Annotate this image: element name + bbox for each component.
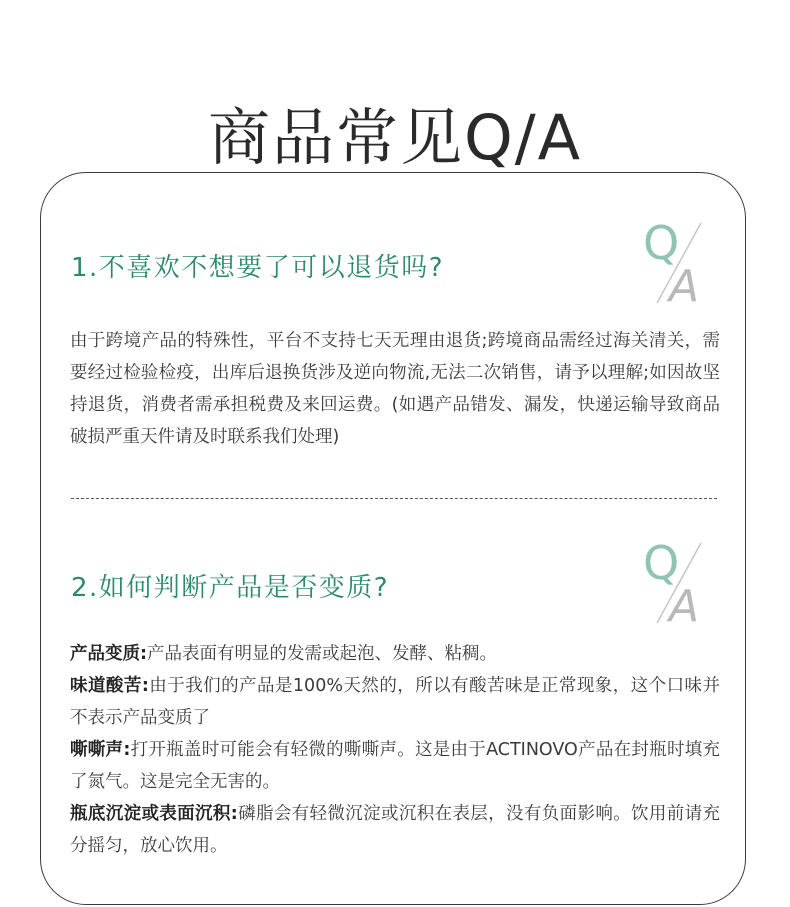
answer-2-list [70, 638, 720, 862]
answer-item-hiss [70, 734, 720, 798]
section-divider [71, 498, 717, 499]
logo-a-letter: A [669, 581, 700, 625]
answer-item-text: 磷脂会有轻微沉淀或沉积在表层，没有负面影响。饮用前请充分摇匀，放心饮用。 [70, 804, 720, 856]
answer-item-label: 瓶底沉淀或表面沉积: [70, 804, 238, 824]
logo-q-letter: Q [643, 216, 680, 270]
faq-card [40, 172, 746, 905]
answer-item-label: 味道酸苦: [70, 676, 149, 696]
answer-item-text: 打开瓶盖时可能会有轻微的嘶嘶声。这是由于ACTINOVO产品在封瓶时填充了氮气。这是完全无害的。 [70, 740, 720, 792]
qa-logo-icon [639, 213, 709, 305]
logo-a-letter: A [669, 261, 700, 305]
answer-item-taste [70, 670, 720, 734]
answer-item-text: 产品表面有明显的发需或起泡、发酵、粘稠。 [147, 644, 497, 664]
question-1-heading: 1.不喜欢不想要了可以退货吗? [71, 253, 445, 283]
answer-item-text: 由于我们的产品是100%天然的，所以有酸苦味是正常现象，这个口味并不表示产品变质了 [70, 676, 721, 728]
question-2-heading: 2.如何判断产品是否变质? [71, 573, 390, 603]
answer-item-sediment [70, 798, 720, 862]
logo-q-letter: Q [643, 536, 680, 590]
answer-item-label: 嘶嘶声: [70, 740, 131, 760]
page-title: 商品常见Q/A [207, 100, 583, 174]
answer-item-label: 产品变质: [70, 644, 147, 664]
answer-item-spoilage [70, 638, 720, 670]
qa-logo-icon [639, 533, 709, 625]
answer-1-text: 由于跨境产品的特殊性，平台不支持七天无理由退货;跨境商品需经过海关清关，需要经过检验检疫，出库后退换货涉及逆向物流,无法二次销售，请予以理解;如因故坚持退货，消费者需承担税费及来回运费。(如遇产品错发、漏发，快递运输导致商品破损严重天件请及时联系我们处理) [70, 331, 720, 447]
